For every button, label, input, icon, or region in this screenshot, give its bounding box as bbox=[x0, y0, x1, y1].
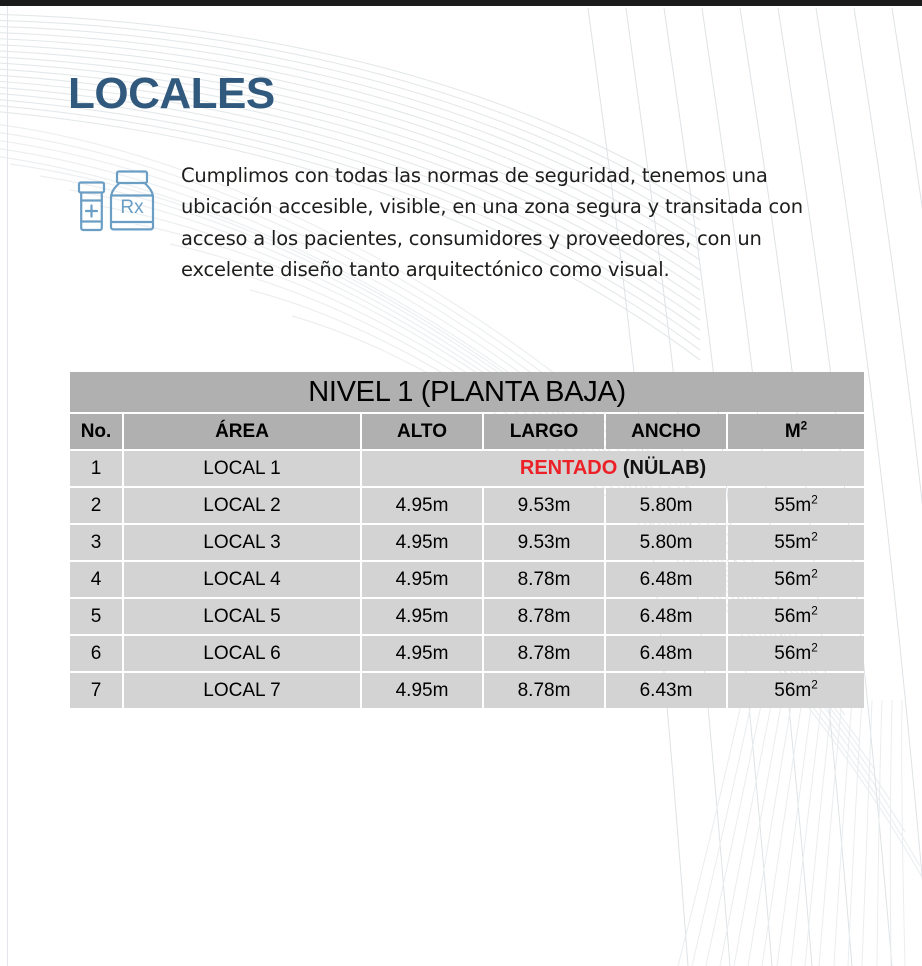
cell-m2 bbox=[728, 525, 864, 560]
cell-ancho: 6.48m bbox=[606, 599, 726, 634]
column-header-area: ÁREA bbox=[124, 414, 360, 449]
cell-area: LOCAL 5 bbox=[124, 599, 360, 634]
cell-m2-base: 55m bbox=[774, 494, 812, 516]
cell-alto: 4.95m bbox=[362, 562, 482, 597]
cell-m2-exponent: 2 bbox=[811, 604, 818, 618]
page-title: LOCALES bbox=[68, 69, 275, 119]
cell-no: 7 bbox=[70, 673, 122, 708]
cell-largo: 9.53m bbox=[484, 488, 604, 523]
table-header-row bbox=[70, 414, 864, 449]
cell-largo: 8.78m bbox=[484, 673, 604, 708]
cell-no: 6 bbox=[70, 636, 122, 671]
cell-area: LOCAL 2 bbox=[124, 488, 360, 523]
intro-paragraph: Cumplimos con todas las normas de seguridad, tenemos una ubicación accesible, visible, en una zona segura y transitada con acceso a los pacientes, consumidores y proveedores, con un excelente diseño tanto arquitectónico como visual. bbox=[181, 163, 803, 281]
table-row bbox=[70, 599, 864, 634]
cell-area: LOCAL 4 bbox=[124, 562, 360, 597]
cell-area: LOCAL 7 bbox=[124, 673, 360, 708]
cell-no: 1 bbox=[70, 451, 122, 486]
cell-m2-base: 56m bbox=[774, 605, 812, 627]
cell-m2-base: 56m bbox=[774, 568, 812, 590]
cell-m2 bbox=[728, 636, 864, 671]
pharmacy-bottles-icon bbox=[73, 165, 159, 241]
status-badge: RENTADO bbox=[519, 457, 618, 479]
cell-alto: 4.95m bbox=[362, 636, 482, 671]
table-row bbox=[70, 636, 864, 671]
table-head bbox=[70, 372, 864, 449]
cell-m2-exponent: 2 bbox=[811, 641, 818, 655]
table-row bbox=[70, 488, 864, 523]
cell-area: LOCAL 3 bbox=[124, 525, 360, 560]
cell-alto: 4.95m bbox=[362, 599, 482, 634]
left-margin-rule bbox=[7, 6, 8, 966]
tenant-name: (NÜLAB) bbox=[622, 457, 707, 479]
cell-ancho: 6.48m bbox=[606, 562, 726, 597]
cell-ancho: 5.80m bbox=[606, 488, 726, 523]
column-header-largo: LARGO bbox=[484, 414, 604, 449]
cell-ancho: 5.80m bbox=[606, 525, 726, 560]
svg-text:Rx: Rx bbox=[120, 197, 144, 218]
cell-largo: 8.78m bbox=[484, 562, 604, 597]
column-header-m2-exponent: 2 bbox=[800, 419, 808, 433]
table-row bbox=[70, 451, 864, 486]
column-header-m2-base: M bbox=[784, 420, 801, 442]
table-row bbox=[70, 562, 864, 597]
column-header-no: No. bbox=[70, 414, 122, 449]
column-header-m2 bbox=[728, 414, 864, 449]
cell-alto: 4.95m bbox=[362, 525, 482, 560]
table-body bbox=[70, 451, 864, 708]
cell-no: 5 bbox=[70, 599, 122, 634]
cell-largo: 8.78m bbox=[484, 599, 604, 634]
cell-m2-exponent: 2 bbox=[811, 567, 818, 581]
top-accent-band bbox=[0, 0, 922, 6]
table-caption-row bbox=[70, 372, 864, 412]
cell-status-rented bbox=[362, 451, 864, 486]
cell-m2 bbox=[728, 673, 864, 708]
cell-ancho: 6.48m bbox=[606, 636, 726, 671]
table-row bbox=[70, 525, 864, 560]
column-header-ancho: ANCHO bbox=[606, 414, 726, 449]
cell-m2-base: 56m bbox=[774, 679, 812, 701]
cell-area: LOCAL 6 bbox=[124, 636, 360, 671]
table-row bbox=[70, 673, 864, 708]
cell-alto: 4.95m bbox=[362, 673, 482, 708]
cell-largo: 8.78m bbox=[484, 636, 604, 671]
cell-no: 3 bbox=[70, 525, 122, 560]
cell-m2 bbox=[728, 599, 864, 634]
cell-largo: 9.53m bbox=[484, 525, 604, 560]
cell-m2-exponent: 2 bbox=[811, 530, 818, 544]
cell-alto: 4.95m bbox=[362, 488, 482, 523]
cell-area: LOCAL 1 bbox=[124, 451, 360, 486]
cell-no: 2 bbox=[70, 488, 122, 523]
cell-m2-base: 56m bbox=[774, 642, 812, 664]
cell-no: 4 bbox=[70, 562, 122, 597]
cell-m2 bbox=[728, 488, 864, 523]
cell-m2 bbox=[728, 562, 864, 597]
cell-ancho: 6.43m bbox=[606, 673, 726, 708]
column-header-alto: ALTO bbox=[362, 414, 482, 449]
cell-m2-base: 55m bbox=[774, 531, 812, 553]
table-caption: NIVEL 1 (PLANTA BAJA) bbox=[70, 372, 864, 412]
locales-table bbox=[68, 370, 866, 710]
cell-m2-exponent: 2 bbox=[811, 678, 818, 692]
cell-m2-exponent: 2 bbox=[811, 493, 818, 507]
